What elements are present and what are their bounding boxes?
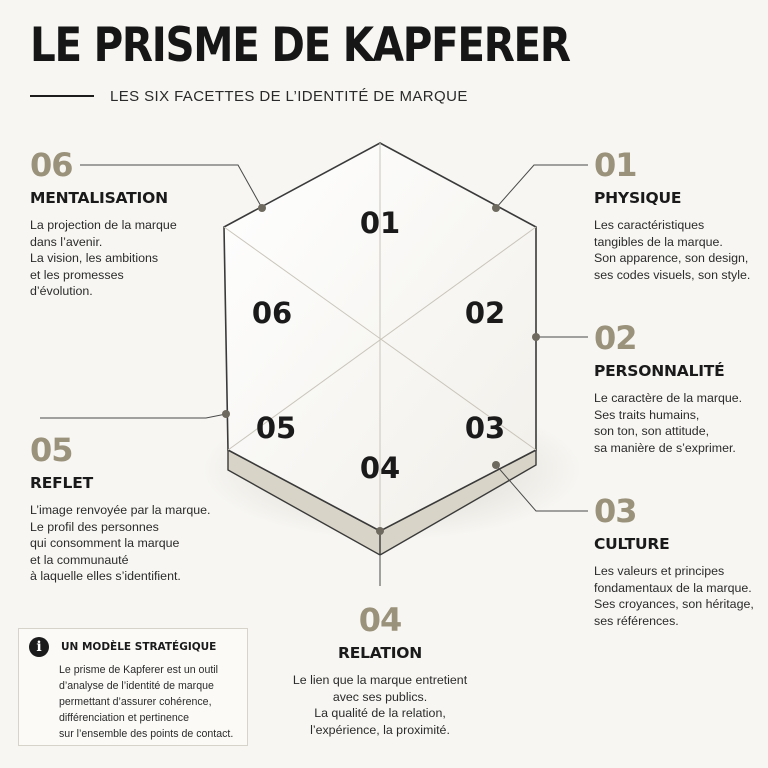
- facet-description: Le caractère de la marque. Ses traits humains, son ton, son attitude, sa manière de s’exprimer.: [594, 391, 743, 455]
- facet-mentalisation: [30, 147, 177, 300]
- prism-label-06: 06: [251, 296, 293, 330]
- facet-title: CULTURE: [594, 535, 670, 553]
- facet-relation: [282, 602, 478, 738]
- facet-description: L’image renvoyée par la marque. Le profil des personnes qui consomment la marque et la communauté à laquelle elles s’identifient.: [30, 503, 211, 583]
- facet-number: 02: [594, 319, 637, 357]
- page-subtitle: LES SIX FACETTES DE L’IDENTITÉ DE MARQUE: [110, 88, 468, 105]
- facet-reflet: [30, 432, 210, 585]
- facet-description: La projection de la marque dans l’avenir. La vision, les ambitions et les promesses d’évolution.: [30, 218, 177, 298]
- info-box-text: Le prisme de Kapferer est un outil d’analyse de l’identité de marque permettant d’assurer cohérence, différenciation et pertinence sur l’ensemble des points de contact.: [59, 664, 234, 740]
- prism-label-04: 04: [359, 451, 401, 485]
- prism-label-05: 05: [255, 411, 297, 445]
- facet-title: PERSONNALITÉ: [594, 362, 725, 380]
- facet-description: Les caractéristiques tangibles de la marque. Son apparence, son design, ses codes visuels, son style.: [594, 218, 751, 282]
- prism-label-03: 03: [464, 411, 506, 445]
- facet-description: Le lien que la marque entretient avec ses publics. La qualité de la relation, l’expérience, la proximité.: [292, 673, 468, 737]
- facet-title: MENTALISATION: [30, 189, 168, 207]
- info-box: [18, 628, 248, 746]
- facet-number: 03: [594, 492, 637, 530]
- facet-title: RELATION: [337, 644, 423, 662]
- facet-culture: [594, 493, 754, 629]
- facet-number: 05: [30, 431, 73, 469]
- facet-number: 06: [30, 146, 73, 184]
- info-box-title: UN MODÈLE STRATÉGIQUE: [61, 641, 217, 653]
- facet-title: PHYSIQUE: [594, 189, 682, 207]
- facet-title: REFLET: [30, 474, 93, 492]
- info-icon: i: [29, 637, 49, 657]
- facet-description: Les valeurs et principes fondamentaux de la marque. Ses croyances, son héritage, ses références.: [594, 564, 754, 628]
- facet-physique: [594, 147, 750, 283]
- prism-label-02: 02: [464, 296, 506, 330]
- facet-number: 01: [594, 146, 637, 184]
- facet-number: 04: [358, 601, 402, 639]
- prism-label-01: 01: [359, 206, 401, 240]
- facet-personnalite: [594, 320, 742, 456]
- page-title: LE PRISME DE KAPFERER: [30, 18, 570, 73]
